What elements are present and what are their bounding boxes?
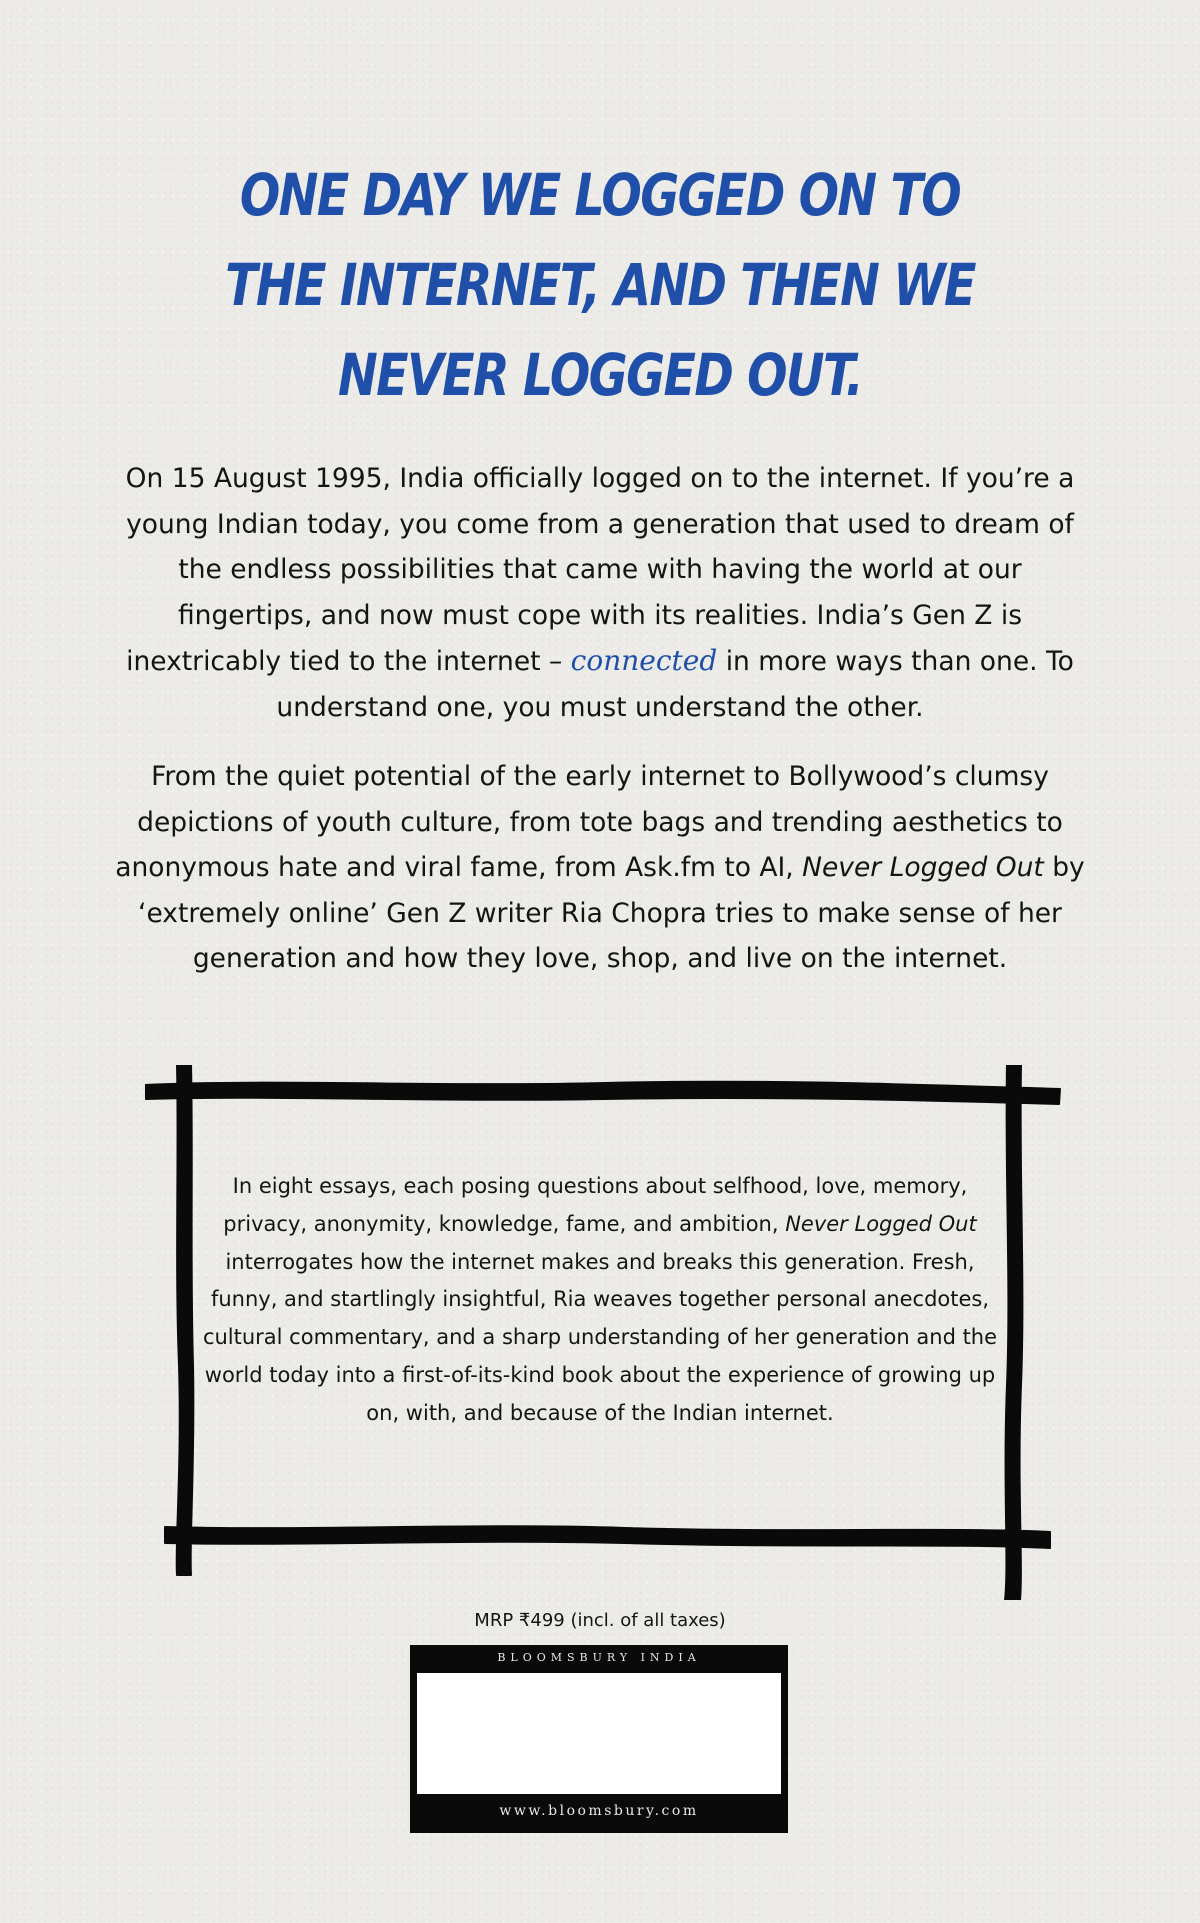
publisher-label: BLOOMSBURY INDIA	[497, 1651, 701, 1664]
connected-emphasis: connected	[570, 644, 718, 677]
headline-line-2: THE INTERNET, AND THEN WE	[225, 251, 975, 319]
frame-left-stroke	[177, 1065, 194, 1575]
framed-text-before: In eight essays, each posing questions about selfhood, love, memory, privacy, anonymity, knowledge, fame, and ambition,	[223, 1174, 968, 1236]
price-label: MRP ₹499 (incl. of all taxes)	[474, 1610, 726, 1631]
publisher-website: www.bloomsbury.com	[499, 1803, 699, 1819]
intro-text-before: On 15 August 1995, India officially logged on to the internet. If you’re a young Indian today, you come from a generation that used to dream of the endless possibilities that came with having the world at our fingertips, and now must cope with its realities. India’s Gen Z is inextricably tied to the internet –	[125, 463, 1075, 677]
headline	[190, 150, 1010, 420]
summary-text-after: by ‘extremely online’ Gen Z writer Ria Chopra tries to make sense of her generation and how they love, shop, and live on the internet.	[138, 852, 1085, 974]
frame-top-stroke	[145, 1082, 1060, 1104]
headline-line-1: ONE DAY WE LOGGED ON TO	[239, 161, 961, 229]
framed-book-title-italic: Never Logged Out	[785, 1211, 977, 1236]
framed-text-after: interrogates how the internet makes and breaks this generation. Fresh, funny, and startlingly insightful, Ria weaves together personal anecdotes, cultural commentary, and a sharp understanding of her generation and the world today into a first-of-its-kind book about the experience of growing up on, with, and because of the Indian internet.	[202, 1249, 998, 1425]
intro-text-after: in more ways than one. To understand one, you must understand the other.	[276, 646, 1074, 723]
frame-right-stroke	[1005, 1065, 1022, 1600]
headline-line-3: NEVER LOGGED OUT.	[337, 341, 863, 409]
barcode-box	[410, 1645, 788, 1833]
frame-bottom-stroke	[165, 1526, 1050, 1548]
book-title-italic: Never Logged Out	[802, 852, 1044, 883]
barcode-area	[417, 1673, 781, 1794]
framed-paragraph	[200, 1168, 1000, 1433]
summary-paragraph	[110, 754, 1090, 982]
summary-text-before: From the quiet potential of the early internet to Bollywood’s clumsy depictions of youth culture, from tote bags and trending aesthetics to anonymous hate and viral fame, from Ask.fm to AI,	[115, 761, 1063, 883]
intro-paragraph	[110, 456, 1090, 730]
